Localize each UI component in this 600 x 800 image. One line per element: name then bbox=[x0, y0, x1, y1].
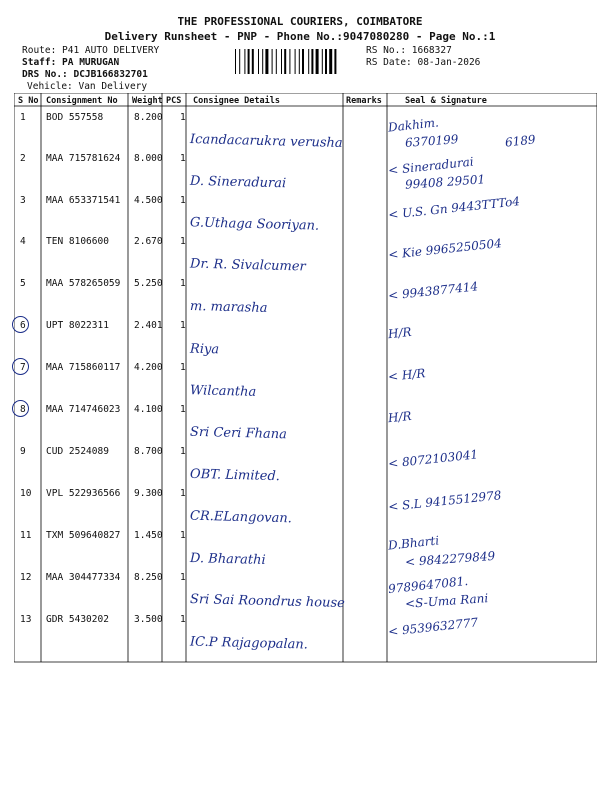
row-consignee-handwriting: IC.P Rajagopalan. bbox=[189, 634, 309, 653]
row-consignee-handwriting: Wilcantha bbox=[189, 383, 257, 400]
row-consignment: MAA 715781624 bbox=[46, 153, 121, 164]
row-sno: 10 bbox=[20, 488, 32, 499]
row-consignee-handwriting: m. marasha bbox=[189, 298, 268, 317]
row-consignee-handwriting: OBT. Limited. bbox=[189, 466, 281, 485]
row-sno: 11 bbox=[20, 530, 32, 541]
row-signature-line2: <S-Uma Rani bbox=[404, 591, 489, 611]
row-weight: 1.450 bbox=[134, 530, 163, 541]
row-consignee-handwriting: CR.ELangovan. bbox=[189, 508, 293, 527]
header-seal: Seal & Signature bbox=[405, 96, 487, 106]
header-consignment: Consignment No bbox=[46, 96, 118, 106]
row-pcs: 1 bbox=[180, 362, 186, 373]
row-signature: H/R bbox=[387, 324, 413, 342]
row-signature: < S.L 9415512978 bbox=[387, 488, 503, 514]
row-signature: < H/R bbox=[387, 366, 427, 384]
row-signature: < 9943877414 bbox=[387, 279, 479, 303]
row-consignee-handwriting: Icandacarukra verusha bbox=[189, 132, 343, 151]
row-sno: 1 bbox=[20, 112, 26, 123]
row-sno: 12 bbox=[20, 572, 32, 583]
row-weight: 2.670 bbox=[134, 236, 163, 247]
header-remarks: Remarks bbox=[346, 96, 382, 106]
row-sno: 7 bbox=[20, 362, 26, 373]
header-pcs: PCS bbox=[166, 96, 182, 106]
company-title: THE PROFESSIONAL COURIERS, COIMBATORE bbox=[177, 15, 423, 28]
row-consignee-handwriting: Sri Sai Roondrus house bbox=[189, 591, 345, 612]
vehicle-label: Vehicle: Van Delivery bbox=[27, 81, 148, 92]
row-weight: 3.500 bbox=[134, 614, 163, 625]
header-sno: S No bbox=[18, 96, 39, 106]
row-consignment: VPL 522936566 bbox=[46, 488, 121, 499]
row-pcs: 1 bbox=[180, 614, 186, 625]
row-weight: 8.700 bbox=[134, 446, 163, 457]
row-consignee-handwriting: D. Bharathi bbox=[189, 551, 266, 568]
row-signature: < Kie 9965250504 bbox=[387, 236, 503, 262]
row-weight: 2.401 bbox=[134, 320, 163, 331]
row-weight: 4.200 bbox=[134, 362, 163, 373]
staff-label: Staff: PA MURUGAN bbox=[22, 57, 120, 68]
rs-date: RS Date: 08-Jan-2026 bbox=[366, 57, 481, 68]
row-signature-line2: < 9842279849 bbox=[404, 548, 496, 570]
row-consignee-handwriting: G.Uthaga Sooriyan. bbox=[189, 215, 320, 234]
row-signature-line3: 6189 bbox=[504, 132, 537, 150]
row-sno: 9 bbox=[20, 446, 26, 457]
header-consignee: Consignee Details bbox=[193, 96, 280, 106]
row-consignment: MAA 714746023 bbox=[46, 404, 121, 415]
row-weight: 4.500 bbox=[134, 195, 163, 206]
row-consignment: GDR 5430202 bbox=[46, 614, 109, 625]
row-signature: H/R bbox=[387, 408, 413, 426]
row-pcs: 1 bbox=[180, 236, 186, 247]
rs-number: RS No.: 1668327 bbox=[366, 45, 452, 56]
route-label: Route: P41 AUTO DELIVERY bbox=[22, 45, 160, 56]
row-weight: 8.250 bbox=[134, 572, 163, 583]
row-pcs: 1 bbox=[180, 530, 186, 541]
row-consignment: TEN 8106600 bbox=[46, 236, 109, 247]
header-weight: Weight bbox=[132, 96, 163, 106]
row-signature: < U.S. Gn 9443TTTo4 bbox=[387, 194, 521, 222]
row-signature: 9789647081. bbox=[387, 573, 469, 597]
row-signature: < Sineradurai bbox=[387, 154, 475, 178]
row-consignment: MAA 653371541 bbox=[46, 195, 121, 206]
row-consignee-handwriting: Dr. R. Sivalcumer bbox=[189, 256, 306, 275]
row-consignee-handwriting: Riya bbox=[189, 341, 220, 358]
row-consignee-handwriting: Sri Ceri Fhana bbox=[189, 424, 288, 443]
row-signature: Dakhim. bbox=[387, 115, 440, 135]
row-sno: 3 bbox=[20, 195, 26, 206]
row-consignment: UPT 8022311 bbox=[46, 320, 109, 331]
row-pcs: 1 bbox=[180, 278, 186, 289]
row-pcs: 1 bbox=[180, 446, 186, 457]
row-pcs: 1 bbox=[180, 112, 186, 123]
row-pcs: 1 bbox=[180, 488, 186, 499]
row-weight: 5.250 bbox=[134, 278, 163, 289]
row-sno: 13 bbox=[20, 614, 32, 625]
row-sno: 5 bbox=[20, 278, 26, 289]
row-weight: 4.100 bbox=[134, 404, 163, 415]
row-signature: < 9539632777 bbox=[387, 615, 479, 639]
row-sno: 6 bbox=[20, 320, 26, 331]
row-signature-line2: 99408 29501 bbox=[404, 172, 486, 192]
row-sno: 4 bbox=[20, 236, 26, 247]
row-consignment: BOD 557558 bbox=[46, 112, 104, 123]
row-pcs: 1 bbox=[180, 320, 186, 331]
row-sno: 2 bbox=[20, 153, 26, 164]
row-pcs: 1 bbox=[180, 195, 186, 206]
row-pcs: 1 bbox=[180, 404, 186, 415]
barcode-image bbox=[234, 49, 362, 74]
row-consignment: CUD 2524089 bbox=[46, 446, 109, 457]
row-signature: D.Bharti bbox=[387, 533, 440, 553]
row-consignment: MAA 715860117 bbox=[46, 362, 121, 373]
row-sno: 8 bbox=[20, 404, 26, 415]
row-signature: < 8072103041 bbox=[387, 447, 479, 471]
drs-label: DRS No.: DCJB166832701 bbox=[22, 69, 148, 80]
row-weight: 8.000 bbox=[134, 153, 163, 164]
row-consignment: MAA 304477334 bbox=[46, 572, 121, 583]
row-consignment: MAA 578265059 bbox=[46, 278, 121, 289]
runsheet-subtitle: Delivery Runsheet - PNP - Phone No.:9047080280 - Page No.:1 bbox=[104, 30, 496, 43]
row-pcs: 1 bbox=[180, 153, 186, 164]
row-consignee-handwriting: D. Sineradurai bbox=[189, 173, 287, 192]
row-weight: 9.300 bbox=[134, 488, 163, 499]
row-pcs: 1 bbox=[180, 572, 186, 583]
row-weight: 8.200 bbox=[134, 112, 163, 123]
row-consignment: TXM 509640827 bbox=[46, 530, 121, 541]
row-signature-line2: 6370199 bbox=[404, 132, 459, 150]
